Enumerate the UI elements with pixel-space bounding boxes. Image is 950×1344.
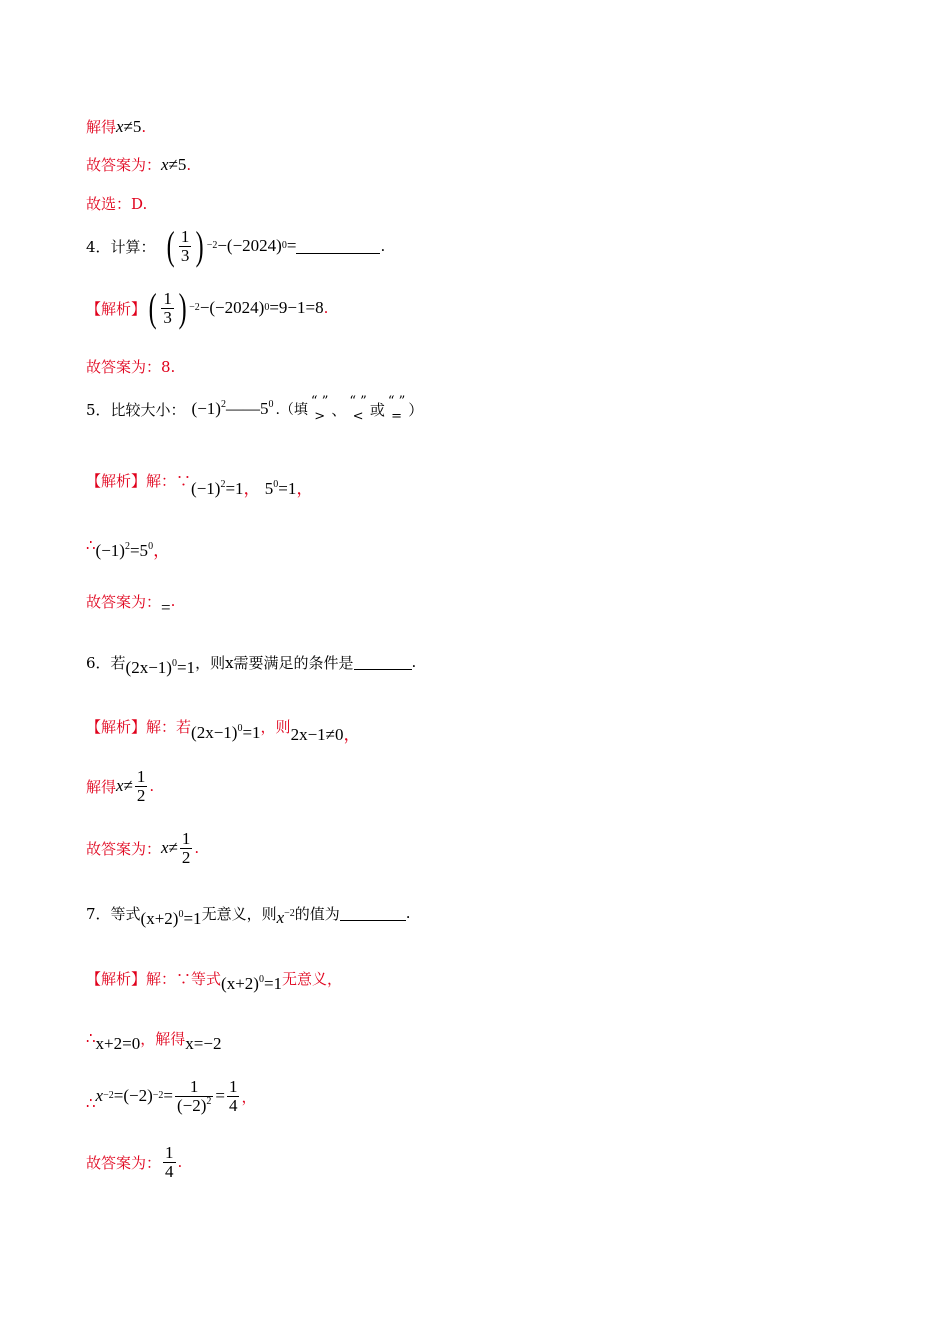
- solution-5-step2: [86, 528, 170, 561]
- math-var: x: [161, 838, 169, 858]
- text: ，则: [260, 718, 291, 736]
- text: 解得: [86, 118, 117, 136]
- text: 故答案为：: [86, 156, 162, 174]
- math-expr: x −2 =(−2) −2 = $\frac{1}{(-2)^2}$ = $\frac{1}{4}$: [95, 1077, 238, 1115]
- math-expr: x=−2: [185, 1034, 222, 1053]
- math-var: x: [116, 776, 124, 796]
- math-rel: ≠5: [123, 116, 142, 136]
- solution-6-step1: [86, 708, 360, 745]
- fraction: $\frac{1}{2}$: [181, 829, 191, 867]
- text-or: 或: [369, 400, 385, 419]
- math-rel: ≠: [168, 838, 178, 858]
- question-6: [86, 646, 416, 678]
- answer-5: [86, 584, 175, 618]
- text: 故答案为：: [86, 592, 162, 611]
- text-end: ，: [241, 1087, 257, 1106]
- solution-7-step2: [86, 1022, 221, 1054]
- question-4: [86, 223, 386, 268]
- text: 解得: [86, 777, 117, 796]
- text-end: .: [405, 904, 411, 922]
- math-expr: $(x+2)^0=1$: [221, 974, 283, 993]
- solution-7-step3: [86, 1078, 257, 1115]
- math-expr: $(-1)^2=1$， $5^0=1$，: [191, 479, 314, 498]
- choice-line: [86, 193, 147, 214]
- solution-6-step2: [86, 768, 154, 805]
- solution-7-step1: [86, 962, 342, 994]
- text: 无意义，: [282, 969, 343, 988]
- answer-4: [86, 356, 175, 377]
- option-eq: “ ” =: [387, 394, 406, 424]
- question-number: 4．计算：: [86, 237, 156, 256]
- text: 故答案为：: [86, 839, 162, 858]
- question-number: 5．比较大小：: [86, 400, 186, 419]
- text: 解得: [155, 1029, 186, 1048]
- math-expr: ( $\frac{1}{3}$ ) −2 −(−2024) 0 =9−1=8: [148, 285, 324, 330]
- answer-line: [86, 154, 191, 175]
- solution-5-step1: [86, 462, 313, 499]
- math-expr: 2x−1≠0，: [290, 725, 361, 744]
- text: 解：∵: [146, 472, 192, 490]
- analysis-tag: 【解析】: [86, 299, 147, 318]
- answer-6: [86, 830, 199, 867]
- text: 故答案为：8.: [86, 358, 176, 376]
- text: 故答案为：: [86, 1153, 162, 1172]
- text-end: .: [177, 1153, 183, 1172]
- analysis-tag: 【解析】: [86, 969, 147, 988]
- text-end: .: [170, 592, 176, 610]
- answer-blank[interactable]: [340, 906, 406, 921]
- math-expr: $(2x-1)^0=1$: [191, 722, 261, 742]
- separator: ，: [140, 1029, 156, 1048]
- hint-text: .（填: [275, 402, 308, 418]
- question-number: 6．若: [86, 653, 126, 672]
- question-text: 的值为: [294, 904, 340, 923]
- text-end: .: [411, 653, 417, 671]
- text-end: .: [194, 839, 200, 858]
- question-5: [86, 395, 423, 423]
- fraction: $\frac{1}{2}$: [136, 767, 146, 805]
- text-end: .: [186, 155, 192, 174]
- text: 故选：D.: [86, 195, 148, 213]
- text-end: ）: [408, 400, 424, 419]
- math-expr: x+2=0: [95, 1034, 141, 1053]
- text-end: .: [141, 117, 147, 136]
- solution-line: [86, 116, 146, 137]
- answer-7: [86, 1144, 182, 1181]
- math-expr: $(-1)^2——5^0$: [191, 399, 274, 418]
- analysis-tag: 【解析】: [86, 718, 147, 736]
- option-gt: “ ” >: [310, 394, 329, 424]
- math-rel: ≠5: [168, 154, 187, 174]
- math-expr: $(x+2)^0=1$: [140, 909, 202, 928]
- math-var: x: [161, 154, 169, 174]
- therefore-symbol: ∴: [86, 535, 96, 554]
- text-end: .: [149, 777, 155, 796]
- separator: 、: [331, 400, 347, 419]
- therefore-symbol: ∴: [86, 1094, 96, 1113]
- therefore-symbol: ∴: [86, 1029, 96, 1047]
- math-answer: =: [161, 598, 171, 617]
- question-number: 7．等式: [86, 904, 141, 923]
- answer-blank[interactable]: [354, 655, 412, 670]
- text-end: .: [323, 299, 329, 317]
- question-7: [86, 897, 411, 929]
- option-lt: “ ” <: [349, 394, 367, 424]
- math-expr: $x^{-2}$: [276, 908, 295, 927]
- math-expr: $(2x-1)^0=1$: [125, 658, 196, 677]
- fraction: $\frac{1}{4}$: [165, 1143, 174, 1181]
- math-var: x: [116, 116, 124, 136]
- question-text: ，则x需要满足的条件是: [195, 653, 354, 672]
- text: 解：∵等式: [146, 969, 222, 988]
- answer-blank[interactable]: [296, 239, 380, 254]
- math-expr: $(-1)^2=5^0$，: [95, 541, 171, 560]
- solution-4: [86, 285, 329, 330]
- analysis-tag: 【解析】: [86, 472, 147, 490]
- math-rel: ≠: [123, 776, 133, 796]
- text-end: .: [380, 237, 386, 255]
- question-text: 无意义，则: [201, 904, 277, 923]
- text: 解：若: [146, 718, 192, 736]
- math-expr: ( $\frac{1}{3}$ ) −2 −(−2024) 0 =: [166, 223, 297, 268]
